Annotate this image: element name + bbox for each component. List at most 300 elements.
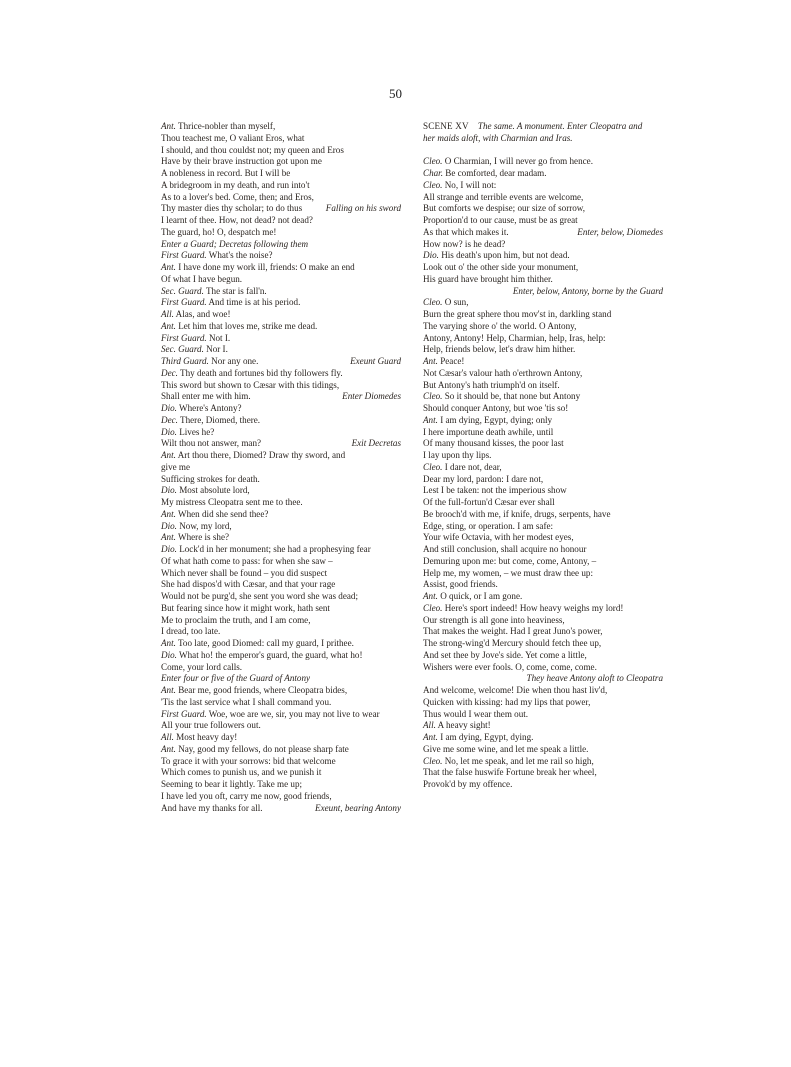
scene-heading: SCENE XV (423, 121, 469, 131)
verse-text: My mistress Cleopatra sent me to thee. (161, 497, 303, 507)
text-line (423, 521, 663, 533)
verse-text: The varying shore o' the world. O Antony, (423, 320, 577, 331)
text-line (161, 262, 401, 274)
verse-text: Demuring upon me: but come, come, Antony, – (423, 555, 597, 566)
verse-text: Thrice-nobler than myself, (178, 121, 276, 131)
verse-text: No, I will not: (444, 179, 497, 190)
text-line (423, 650, 663, 662)
page-number: 50 (389, 86, 402, 101)
line-body (161, 720, 261, 730)
verse-text: Of what hath come to pass: for when she saw – (161, 555, 333, 566)
text-line (423, 121, 663, 133)
verse-text: I have done my work ill, friends: O make an end (178, 262, 355, 272)
line-body (423, 121, 642, 131)
verse-text: And set thee by Jove's side. Yet come a little, (423, 649, 587, 660)
verse-text: Here's sport indeed! How heavy weighs my lord! (444, 602, 624, 613)
stage-direction: Enter Diomedes (342, 391, 401, 402)
line-body (161, 333, 230, 343)
text-line (161, 638, 401, 650)
line-body (161, 697, 331, 707)
speaker-name: Ant. (161, 532, 176, 543)
verse-text: Not Cæsar's valour hath o'erthrown Antony, (423, 367, 583, 378)
line-body (423, 626, 603, 636)
text-line (161, 685, 401, 697)
text-line (161, 615, 401, 627)
line-body (161, 286, 267, 296)
text-line (161, 333, 401, 345)
speaker-name: Third Guard. (161, 356, 209, 366)
verse-text: Let him that loves me, strike me dead. (178, 320, 318, 331)
verse-text: Nor any one. (211, 356, 259, 366)
text-line (423, 744, 663, 756)
text-line (423, 286, 663, 298)
text-line (161, 415, 401, 427)
line-body (161, 309, 230, 319)
text-line (161, 662, 401, 674)
line-body (423, 509, 611, 519)
speaker-name: Ant. (161, 685, 176, 695)
verse-text: I here importune death awhile, until (423, 426, 554, 437)
line-body (161, 415, 260, 425)
verse-text: That the false huswife Fortune break her wheel, (423, 767, 597, 778)
line-body (161, 274, 242, 284)
speaker-name: Ant. (423, 414, 438, 425)
line-body (161, 168, 290, 178)
line-body (423, 333, 606, 343)
verse-text: No, let me speak, and let me rail so high, (444, 755, 594, 766)
text-line (161, 744, 401, 756)
verse-text: What ho! the emperor's guard, the guard, what ho! (179, 649, 363, 660)
speaker-name: Cleo. (423, 755, 443, 766)
line-body (423, 662, 597, 672)
line-body (423, 438, 564, 448)
line-body (423, 403, 568, 413)
line-body (423, 380, 560, 390)
verse-text: I learnt of thee. How, not dead? not dead? (161, 215, 313, 225)
line-body (423, 321, 576, 331)
text-line (161, 779, 401, 791)
line-body (161, 485, 250, 495)
line-body (423, 427, 553, 437)
speaker-name: Dio. (161, 520, 177, 531)
text-line (423, 333, 663, 345)
line-body (423, 450, 491, 460)
line-body (423, 521, 553, 531)
text-line (423, 415, 663, 427)
line-body (423, 309, 611, 319)
verse-text: Should conquer Antony, but woe 'tis so! (423, 403, 569, 413)
text-line (161, 192, 401, 204)
text-line (423, 673, 663, 685)
verse-text: Thou teachest me, O valiant Eros, what (161, 132, 305, 143)
verse-text: O Charmian, I will never go from hence. (444, 156, 593, 167)
text-line (423, 732, 663, 744)
line-body (161, 121, 275, 131)
verse-text: I dare not, dear, (444, 461, 502, 472)
verse-text: O sun, (444, 297, 469, 308)
text-line (161, 156, 401, 168)
verse-text: I lay upon thy lips. (423, 450, 492, 460)
text-line (161, 803, 401, 815)
text-line (423, 274, 663, 286)
line-body (423, 391, 580, 401)
line-body (423, 779, 512, 789)
text-line (161, 380, 401, 392)
text-line (423, 215, 663, 227)
text-line (161, 133, 401, 145)
text-line (161, 297, 401, 309)
line-body (423, 168, 547, 178)
text-line (423, 156, 663, 168)
speaker-name: Sec. Guard. (161, 285, 204, 296)
speaker-name: Dio. (423, 250, 439, 261)
verse-text: Wishers were ever fools. O, come, come, come. (423, 661, 597, 672)
text-line (161, 544, 401, 556)
line-body (161, 685, 347, 695)
line-body (423, 415, 552, 425)
line-body (423, 297, 468, 307)
verse-text: Of what I have begun. (161, 273, 243, 284)
verse-text: Antony, Antony! Help, Charmian, help, Iras, help: (423, 332, 606, 343)
verse-text: Peace! (440, 356, 465, 366)
text-line (161, 239, 401, 251)
line-body (423, 732, 533, 742)
verse-text: So it should be, that none but Antony (444, 391, 581, 402)
verse-text: And have my thanks for all. (161, 802, 263, 813)
text-line (161, 603, 401, 615)
line-body (423, 532, 574, 542)
text-line (423, 697, 663, 709)
verse-text: Of the full-fortun'd Cæsar ever shall (423, 497, 555, 507)
verse-text: Nor I. (206, 344, 228, 355)
line-body (161, 474, 260, 484)
text-line (161, 450, 401, 462)
line-body (161, 756, 336, 766)
line-body (161, 732, 237, 742)
verse-text: Art thou there, Diomed? Draw thy sword, and (177, 450, 346, 460)
text-line (423, 579, 663, 591)
speaker-name: Ant. (161, 508, 176, 519)
speaker-name: Ant. (161, 121, 176, 131)
line-body (423, 603, 623, 613)
verse-text: Of many thousand kisses, the poor last (423, 438, 564, 449)
text-line (423, 474, 663, 486)
speaker-name: Cleo. (423, 297, 443, 308)
verse-text: Seeming to bear it lightly. Take me up; (161, 779, 303, 789)
line-body (161, 227, 276, 237)
speaker-name: Cleo. (423, 461, 443, 472)
text-line (423, 391, 663, 403)
line-body (161, 744, 349, 754)
text-line (423, 603, 663, 615)
verse-text: Too late, good Diomed: call my guard, I prithee. (178, 638, 354, 648)
verse-text: I am dying, Egypt, dying. (440, 732, 534, 742)
line-body (423, 250, 570, 260)
text-line (161, 485, 401, 497)
verse-text: A nobleness in record. But I will be (161, 168, 291, 178)
verse-text: And welcome, welcome! Die when thou hast liv'd, (423, 685, 608, 695)
speaker-name: Ant. (423, 591, 438, 601)
text-line (161, 626, 401, 638)
text-line (423, 532, 663, 544)
line-body (423, 767, 597, 777)
verse-text: A bridegroom in my death, and run into't (161, 179, 310, 190)
verse-text: But Antony's hath triumph'd on itself. (423, 379, 560, 390)
speaker-name: Cleo. (423, 156, 443, 167)
verse-text: Lives he? (179, 426, 215, 437)
verse-text: Where's Antony? (179, 403, 242, 413)
verse-text: Be comforted, dear madam. (445, 168, 547, 178)
line-body (423, 215, 578, 225)
verse-text: Sufficing strokes for death. (161, 473, 260, 484)
verse-text: Your wife Octavia, with her modest eyes, (423, 532, 574, 543)
line-body (161, 568, 327, 578)
text-line (423, 638, 663, 650)
line-body (161, 779, 302, 789)
line-body (161, 403, 242, 413)
speaker-name: All. (423, 720, 436, 731)
text-line (161, 509, 401, 521)
line-body (161, 368, 343, 378)
line-body (161, 156, 322, 166)
text-line (161, 356, 401, 368)
line-body (161, 709, 380, 719)
text-line (423, 297, 663, 309)
speaker-name: First Guard. (161, 297, 207, 308)
text-line (161, 121, 401, 133)
speaker-name: Dio. (161, 426, 177, 437)
text-line (161, 556, 401, 568)
text-line (423, 321, 663, 333)
speaker-name: Ant. (423, 732, 438, 742)
speaker-name: Cleo. (423, 391, 443, 402)
verse-text: Bear me, good friends, where Cleopatra bides, (178, 685, 348, 695)
line-body (161, 462, 190, 472)
line-body (423, 227, 509, 239)
line-body (161, 380, 339, 390)
line-body (161, 662, 242, 672)
line-body (161, 803, 263, 815)
text-line (161, 391, 401, 403)
stage-direction: Enter, below, Antony, borne by the Guard (512, 285, 663, 296)
text-line (423, 344, 663, 356)
verse-text: Look out o' the other side your monument, (423, 262, 579, 272)
verse-text: I dread, too late. (161, 626, 221, 637)
line-body (161, 145, 344, 155)
text-line (161, 532, 401, 544)
text-line (161, 309, 401, 321)
speaker-name: Dec. (161, 414, 178, 425)
text-line (423, 262, 663, 274)
text-line (161, 697, 401, 709)
verse-text: Lock'd in her monument; she had a prophesying fear (179, 544, 371, 554)
stage-direction: her maids aloft, with Charmian and Iras. (423, 132, 573, 143)
text-line (423, 685, 663, 697)
verse-text: To grace it with your sorrows: bid that welcome (161, 755, 336, 766)
speaker-name: Cleo. (423, 602, 443, 613)
verse-text: That makes the weight. Had I great Juno's power, (423, 626, 603, 637)
text-line (423, 497, 663, 509)
line-body (161, 615, 311, 625)
verse-text: Thy master dies thy scholar; to do thus (161, 203, 303, 214)
line-body (423, 650, 587, 660)
line-body (161, 215, 313, 225)
line-body (161, 603, 330, 613)
line-body (161, 180, 310, 190)
text-line (161, 497, 401, 509)
line-body (423, 368, 582, 378)
stage-direction: They heave Antony aloft to Cleopatra (526, 673, 663, 684)
text-line (423, 239, 663, 251)
verse-text: Quicken with kissing: had my lips that power, (423, 696, 591, 707)
speaker-name: Ant. (423, 356, 438, 366)
text-line (423, 591, 663, 603)
verse-text: The strong-wing'd Mercury should fetch thee up, (423, 638, 602, 648)
verse-text: Thy death and fortunes bid thy followers fly. (180, 367, 343, 378)
text-line (161, 215, 401, 227)
stage-direction: The same. A monument. Enter Cleopatra and (477, 121, 643, 131)
speaker-name: Dec. (161, 367, 178, 378)
verse-text: And still conclusion, shall acquire no honour (423, 544, 587, 554)
text-line (423, 767, 663, 779)
text-line (423, 368, 663, 380)
line-body (423, 344, 575, 354)
line-body (423, 638, 601, 648)
text-line (423, 779, 663, 791)
verse-text: All your true followers out. (161, 720, 261, 731)
verse-text: The guard, ho! O, despatch me! (161, 226, 277, 237)
verse-text: Thus would I wear them out. (423, 708, 529, 719)
verse-text: A heavy sight! (437, 720, 491, 731)
verse-text: Alas, and woe! (175, 309, 231, 319)
verse-text: Where is she? (178, 532, 230, 543)
text-line (161, 286, 401, 298)
verse-text: give me (161, 461, 191, 472)
text-line (423, 133, 663, 145)
stage-direction: Exeunt, bearing Antony (315, 802, 401, 813)
text-line (161, 250, 401, 262)
text-line (161, 579, 401, 591)
line-body (423, 203, 585, 213)
verse-text: His death's upon him, but not dead. (441, 250, 570, 261)
text-line (423, 568, 663, 580)
text-line (161, 321, 401, 333)
text-line (423, 427, 663, 439)
left-text-column (161, 121, 401, 814)
line-body (161, 133, 304, 143)
speaker-name: First Guard. (161, 708, 207, 719)
verse-text: I have led you oft, carry me now, good friends, (161, 790, 332, 801)
text-line (423, 626, 663, 638)
text-line (423, 450, 663, 462)
verse-text: How now? is he dead? (423, 238, 506, 249)
verse-text: This sword but shown to Cæsar with this tidings, (161, 379, 340, 390)
speaker-name: Dio. (161, 649, 177, 660)
line-body (161, 767, 321, 777)
line-body (423, 156, 593, 166)
line-body (161, 356, 258, 368)
text-line (161, 168, 401, 180)
verse-text: When did she send thee? (178, 508, 269, 519)
line-body (423, 474, 543, 484)
text-line (423, 227, 663, 239)
verse-text: Have by their brave instruction got upon me (161, 156, 322, 167)
stage-direction: Exit Decretas (351, 438, 401, 449)
verse-text: Most absolute lord, (179, 485, 250, 496)
verse-text: Come, your lord calls. (161, 661, 243, 672)
text-line (423, 145, 663, 157)
text-line (161, 403, 401, 415)
line-body (423, 709, 528, 719)
verse-text: She had dispos'd with Cæsar, and that your rage (161, 579, 336, 590)
text-line (423, 556, 663, 568)
speaker-name: First Guard. (161, 332, 207, 343)
line-body (161, 262, 355, 272)
text-line (161, 720, 401, 732)
verse-text: Be brooch'd with me, if knife, drugs, serpents, have (423, 508, 611, 519)
line-body (161, 556, 333, 566)
verse-text: There, Diomed, there. (180, 414, 261, 425)
line-body (161, 450, 345, 460)
line-body (423, 579, 498, 589)
text-line (161, 591, 401, 603)
verse-text: O quick, or I am gone. (440, 591, 523, 601)
speaker-name: Ant. (161, 743, 176, 754)
line-body (161, 391, 251, 403)
text-line (423, 615, 663, 627)
speaker-name: Ant. (161, 262, 176, 272)
text-line (423, 720, 663, 732)
verse-text: Provok'd by my offence. (423, 779, 513, 789)
verse-text: Help, friends below, let's draw him hither. (423, 344, 576, 355)
text-line (161, 427, 401, 439)
text-line (423, 380, 663, 392)
line-body (161, 344, 228, 354)
text-line (423, 168, 663, 180)
text-line (423, 438, 663, 450)
verse-text: Burn the great sphere thou mov'st in, darkling stand (423, 309, 612, 319)
verse-text: Shall enter me with him. (161, 391, 251, 402)
text-line (161, 145, 401, 157)
line-body (423, 356, 464, 366)
text-line (161, 203, 401, 215)
text-line (161, 462, 401, 474)
text-line (423, 309, 663, 321)
line-body (161, 297, 300, 307)
verse-text: All strange and terrible events are welcome, (423, 191, 584, 202)
line-body (423, 180, 496, 190)
line-body (423, 720, 491, 730)
line-body (423, 697, 590, 707)
text-line (161, 650, 401, 662)
speaker-name: Ant. (161, 638, 176, 648)
line-body (423, 591, 522, 601)
line-body (161, 544, 371, 554)
line-body (161, 438, 261, 450)
speaker-name: Dio. (161, 403, 177, 413)
verse-text: Our strength is all gone into heaviness, (423, 614, 565, 625)
verse-text: Woe, woe are we, sir, you may not live to wear (208, 708, 380, 719)
verse-text: Most heavy day! (176, 732, 238, 742)
line-body (161, 192, 314, 202)
text-line (161, 344, 401, 356)
stage-direction: Enter a Guard; Decretas following them (161, 238, 309, 249)
line-body (161, 532, 229, 542)
line-body (423, 239, 505, 249)
line-body (161, 250, 273, 260)
speaker-name: Char. (423, 168, 443, 178)
text-line (161, 568, 401, 580)
